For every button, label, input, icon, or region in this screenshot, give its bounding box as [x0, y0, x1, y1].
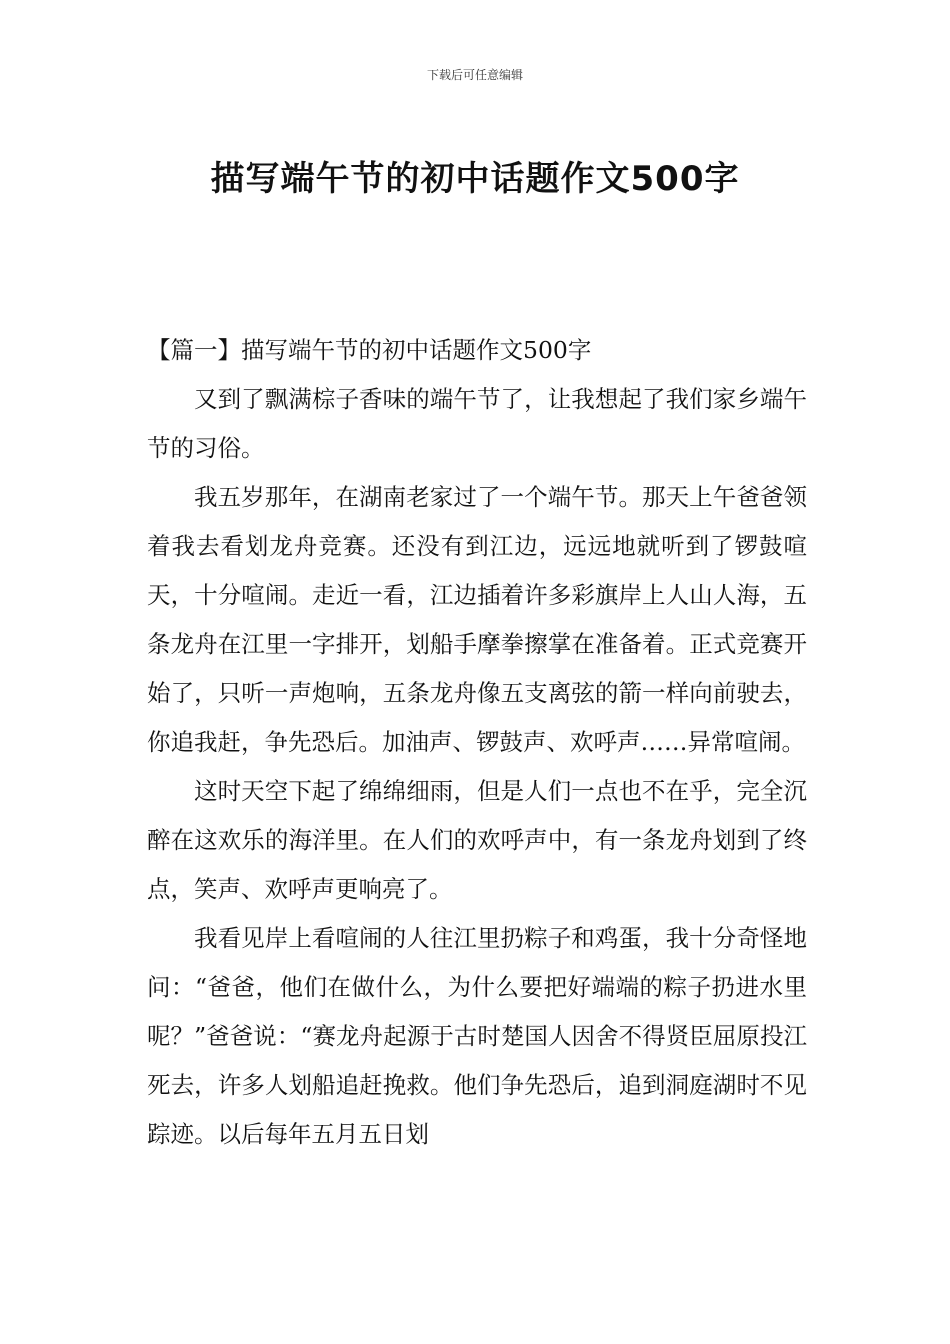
paragraph: 我五岁那年，在湖南老家过了一个端午节。那天上午爸爸领着我去看划龙舟竞赛。还没有到江边，远远地就听到了锣鼓喧天，十分喧闹。走近一看，江边插着许多彩旗岸上人山人海，五条龙舟在江里一字排开，划船手摩拳擦掌在准备着。正式竞赛开始了，只听一声炮响，五条龙舟像五支离弦的箭一样向前驶去，你追我赶，争先恐后。加油声、锣鼓声、欢呼声……异常喧闹。	[147, 483, 807, 756]
section-heading: 【篇一】描写端午节的初中话题作文500字	[147, 336, 592, 364]
document-body	[147, 326, 807, 1159]
paragraph: 这时天空下起了绵绵细雨，但是人们一点也不在乎，完全沉醉在这欢乐的海洋里。在人们的欢呼声中，有一条龙舟划到了终点，笑声、欢呼声更响亮了。	[147, 777, 807, 903]
document-title: 描写端午节的初中话题作文500字	[210, 158, 740, 199]
paragraph: 我看见岸上看喧闹的人往江里扔粽子和鸡蛋，我十分奇怪地问：“爸爸，他们在做什么，为什么要把好端端的粽子扔进水里呢？”爸爸说：“赛龙舟起源于古时楚国人因舍不得贤臣屈原投江死去，许多人划船追赶挽救。他们争先恐后，追到洞庭湖时不见踪迹。以后每年五月五日划	[147, 924, 807, 1148]
header-note: 下载后可任意编辑	[426, 68, 523, 82]
paragraph: 又到了飘满棕子香味的端午节了，让我想起了我们家乡端午节的习俗。	[147, 385, 807, 462]
